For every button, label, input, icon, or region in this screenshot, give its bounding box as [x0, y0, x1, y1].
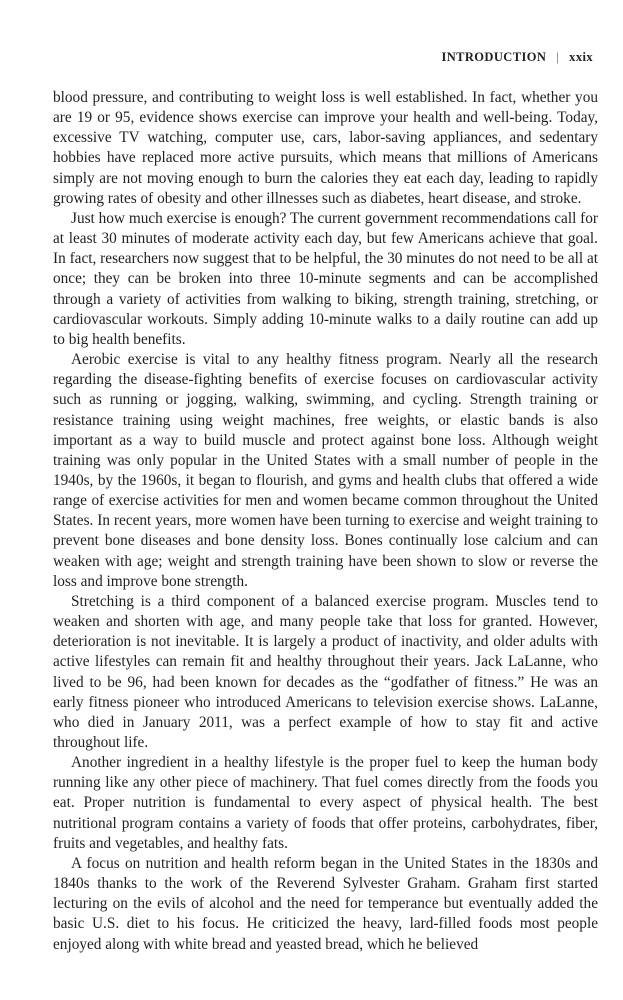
running-head — [441, 50, 593, 65]
header-separator: | — [556, 50, 560, 64]
section-title: INTRODUCTION — [441, 50, 547, 64]
page-number: xxix — [569, 50, 593, 64]
paragraph-5: Another ingredient in a healthy lifestyle is the proper fuel to keep the human body running like any other piece of machinery. That fuel comes directly from the foods you eat. Proper nutrition is fundamental to every aspect of physical health. The best nutritional program contains a variety of foods that offer proteins, carbohydrates, fiber, fruits and vegetables, and healthy fats. — [53, 754, 598, 852]
body-text — [53, 88, 598, 955]
paragraph-6: A focus on nutrition and health reform began in the United States in the 1830s and 1840s thanks to the work of the Reverend Sylvester Graham. Graham first started lecturing on the evils of alcohol and the need for temperance but eventually added the basic U.S. diet to his focus. He criticized the heavy, lard-filled foods most people enjoyed along with white bread and yeasted bread, which he believed — [53, 854, 598, 953]
paragraph-1: blood pressure, and contributing to weight loss is well established. In fact, whether you are 19 or 95, evidence shows exercise can improve your health and well-being. Today, excessive TV watching, computer use, cars, labor-saving appliances, and sedentary hobbies have replaced more active pursuits, which means that millions of Americans simply are not moving enough to burn the calories they eat each day, leading to rapidly growing rates of obesity and other illnesses such as diabetes, heart disease, and stroke. — [53, 89, 598, 207]
paragraph-2: Just how much exercise is enough? The current government recommendations call for at least 30 minutes of moderate activity each day, but few Americans achieve that goal. In fact, researchers now suggest that to be helpful, the 30 minutes do not need to be all at once; they can be broken into three 10-minute segments and can be accomplished through a variety of activities from walking to biking, strength training, stretching, or cardiovascular workouts. Simply adding 10-minute walks to a daily routine can add up to big health benefits. — [53, 209, 598, 348]
paragraph-3: Aerobic exercise is vital to any healthy fitness program. Nearly all the research regarding the disease-fighting benefits of exercise focuses on cardiovascular activity such as running or jogging, walking, swimming, and cycling. Strength training or resistance training using weight machines, free weights, or elastic bands is also important as a way to build muscle and protect against bone loss. Although weight training was only popular in the United States with a small number of people in the 1940s, by the 1960s, it began to flourish, and gyms and health clubs that offered a wide range of exercise activities for men and women became common throughout the United States. In recent years, more women have been turning to exercise and weight training to prevent bone diseases and bone density loss. Bones continually lose calcium and can weaken with age; weight and strength training have been shown to slow or reverse the loss and improve bone strength. — [53, 351, 598, 590]
paragraph-4: Stretching is a third component of a balanced exercise program. Muscles tend to weaken and shorten with age, and many people take that loss for granted. However, deterioration is not inevitable. It is largely a product of inactivity, and older adults with active lifestyles can remain fit and healthy throughout their years. Jack LaLanne, who lived to be 96, had been known for decades as the “godfather of fitness.” He was an early fitness pioneer who introduced Americans to television exercise shows. LaLanne, who died in January 2011, was a perfect example of how to stay fit and active throughout life. — [53, 592, 598, 751]
